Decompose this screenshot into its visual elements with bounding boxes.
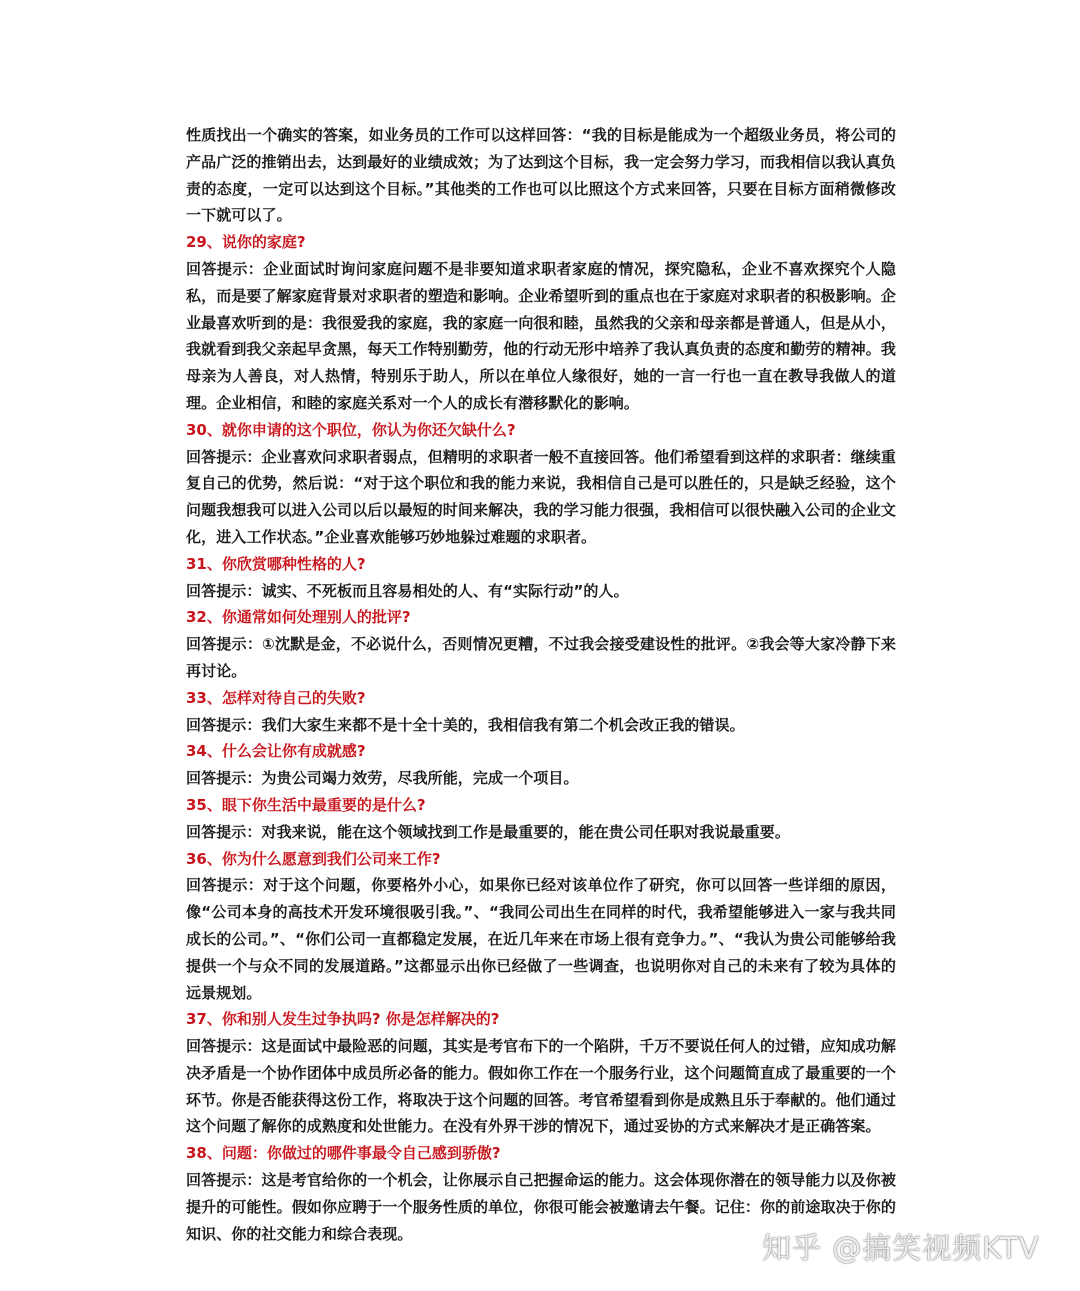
answer-29: 回答提示：企业面试时询问家庭问题不是非要知道求职者家庭的情况，探究隐私，企业不喜欢探究个人隐私，而是要了解家庭背景对求职者的塑造和影响。企业希望听到的重点也在于家庭对求职者的积极影响。企业最喜欢听到的是：我很爱我的家庭，我的家庭一向很和睦，虽然我的父亲和母亲都是普通人，但是从小，我就看到我父亲起早贪黑，每天工作特别勤劳，他的行动无形中培养了我认真负责的态度和勤劳的精神。我母亲为人善良，对人热情，特别乐于助人，所以在单位人缘很好，她的一言一行也一直在教导我做人的道理。企业相信，和睦的家庭关系对一个人的成长有潜移默化的影响。 [186, 259, 896, 412]
question-35: 35、眼下你生活中最重要的是什么? [186, 795, 426, 814]
zhihu-watermark: 知乎 @搞笑视频KTV [762, 1231, 1040, 1265]
question-29: 29、说你的家庭? [186, 233, 306, 252]
question-38: 38、问题：你做过的哪件事最令自己感到骄傲? [186, 1144, 501, 1163]
answer-33: 回答提示：我们大家生来都不是十全十美的，我相信我有第二个机会改正我的错误。 [186, 715, 745, 734]
answer-36: 回答提示：对于这个问题，你要格外小心，如果你已经对该单位作了研究，你可以回答一些详细的原因，像“公司本身的高技术开发环境很吸引我。”、“我同公司出生在同样的时代，我希望能够进入一家与我共同成长的公司。”、“你们公司一直都稳定发展，在近几年来在市场上很有竞争力。”、“我认为贵公司能够给我提供一个与众不同的发展道路。”这都显示出你已经做了一些调查，也说明你对自己的未来有了较为具体的远景规划。 [186, 876, 896, 1002]
intro-paragraph: 性质找出一个确实的答案，如业务员的工作可以这样回答：“我的目标是能成为一个超级业务员，将公司的产品广泛的推销出去，达到最好的业绩成效；为了达到这个目标，我一定会努力学习，而我相信以我认真负责的态度，一定可以达到这个目标。”其他类的工作也可以比照这个方式来回答，只要在目标方面稍微修改一下就可以了。 [186, 126, 896, 225]
answer-32: 回答提示：①沈默是金，不必说什么，否则情况更糟，不过我会接受建设性的批评。②我会等大家冷静下来再讨论。 [186, 635, 896, 680]
question-31: 31、你欣赏哪种性格的人? [186, 554, 366, 573]
answer-38: 回答提示：这是考官给你的一个机会，让你展示自己把握命运的能力。这会体现你潜在的领导能力以及你被提升的可能性。假如你应聘于一个服务性质的单位，你很可能会被邀请去午餐。记住：你的前途取决于你的知识、你的社交能力和综合表现。 [186, 1171, 896, 1243]
document-body [186, 122, 896, 1247]
answer-35: 回答提示：对我来说，能在这个领域找到工作是最重要的，能在贵公司任职对我说最重要。 [186, 822, 791, 841]
answer-34: 回答提示：为贵公司竭力效劳，尽我所能，完成一个项目。 [186, 769, 579, 788]
question-32: 32、你通常如何处理别人的批评? [186, 608, 411, 627]
question-37: 37、你和别人发生过争执吗? 你是怎样解决的? [186, 1010, 500, 1029]
answer-31: 回答提示：诚实、不死板而且容易相处的人、有“实际行动”的人。 [186, 581, 629, 600]
question-36: 36、你为什么愿意到我们公司来工作? [186, 849, 441, 868]
question-33: 33、怎样对待自己的失败? [186, 688, 366, 707]
answer-37: 回答提示：这是面试中最险恶的问题，其实是考官布下的一个陷阱，千万不要说任何人的过错，应知成功解决矛盾是一个协作团体中成员所必备的能力。假如你工作在一个服务行业，这个问题简直成了最重要的一个环节。你是否能获得这份工作，将取决于这个问题的回答。考官希望看到你是成熟且乐于奉献的。他们通过这个问题了解你的成熟度和处世能力。在没有外界干涉的情况下，通过妥协的方式来解决才是正确答案。 [186, 1037, 896, 1136]
question-30: 30、就你申请的这个职位，你认为你还欠缺什么? [186, 420, 516, 439]
question-34: 34、什么会让你有成就感? [186, 742, 366, 761]
answer-30: 回答提示：企业喜欢问求职者弱点，但精明的求职者一般不直接回答。他们希望看到这样的求职者：继续重复自己的优势，然后说：“对于这个职位和我的能力来说，我相信自己是可以胜任的，只是缺乏经验，这个问题我想我可以进入公司以后以最短的时间来解决，我的学习能力很强，我相信可以很快融入公司的企业文化，进入工作状态。”企业喜欢能够巧妙地躲过难题的求职者。 [186, 447, 896, 546]
